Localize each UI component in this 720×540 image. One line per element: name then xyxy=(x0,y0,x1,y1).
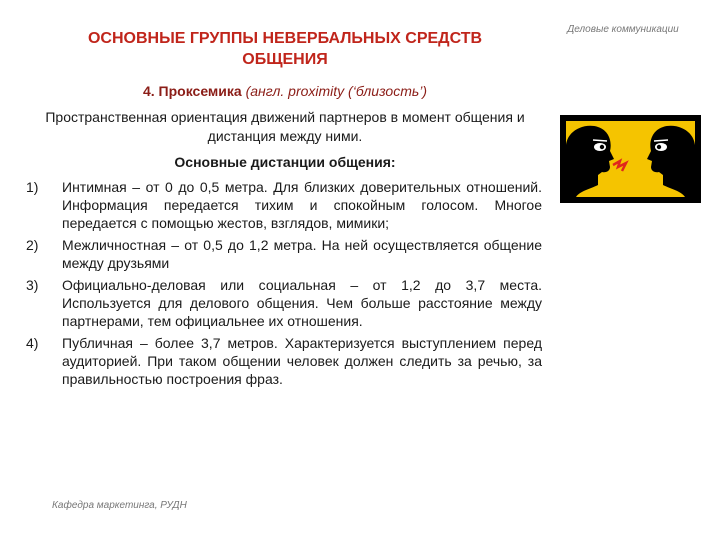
distance-list xyxy=(26,178,542,392)
list-item-number: 4) xyxy=(26,335,39,351)
course-label: Деловые коммуникации xyxy=(567,24,679,35)
list-item-text: Интимная – от 0 до 0,5 метра. Для близких доверительных отношений. Информация передается тихим и спокойным голосом. Многое передается с помощью жестов, взглядов, мимики; xyxy=(62,179,542,231)
list-item-number: 1) xyxy=(26,179,39,195)
list-item-number: 2) xyxy=(26,237,39,253)
slide-subtitle xyxy=(60,83,510,99)
slide-title: ОСНОВНЫЕ ГРУППЫ НЕВЕРБАЛЬНЫХ СРЕДСТВ ОБЩЕНИЯ xyxy=(87,30,483,68)
list-item-text: Межличностная – от 0,5 до 1,2 метра. На ней осуществляется общение между друзьями xyxy=(62,237,542,271)
list-item xyxy=(26,236,542,272)
list-item-number: 3) xyxy=(26,277,39,293)
list-item xyxy=(26,178,542,232)
footer-department: Кафедра маркетинга, РУДН xyxy=(52,500,187,511)
subtitle-main: 4. Проксемика xyxy=(142,83,242,99)
subtitle-english: (англ. proximity (‘близость’) xyxy=(245,83,428,99)
intro-text: Пространственная ориентация движений партнеров в момент общения и дистанция между ними. xyxy=(45,109,525,144)
list-item xyxy=(26,276,542,330)
two-faces-talking-icon xyxy=(560,115,701,203)
distances-heading: Основные дистанции общения: xyxy=(174,154,396,170)
list-item-text: Публичная – более 3,7 метров. Характеризуется выступлением перед аудиторией. При таком общении человек должен следить за речью, за правильностью построения фраз. xyxy=(62,335,542,387)
list-item xyxy=(26,334,542,388)
list-item-text: Официально-деловая или социальная – от 1,2 до 3,7 места. Используется для делового общения. Чем больше расстояние между партнерами, тем официальнее их отношения. xyxy=(62,277,542,329)
